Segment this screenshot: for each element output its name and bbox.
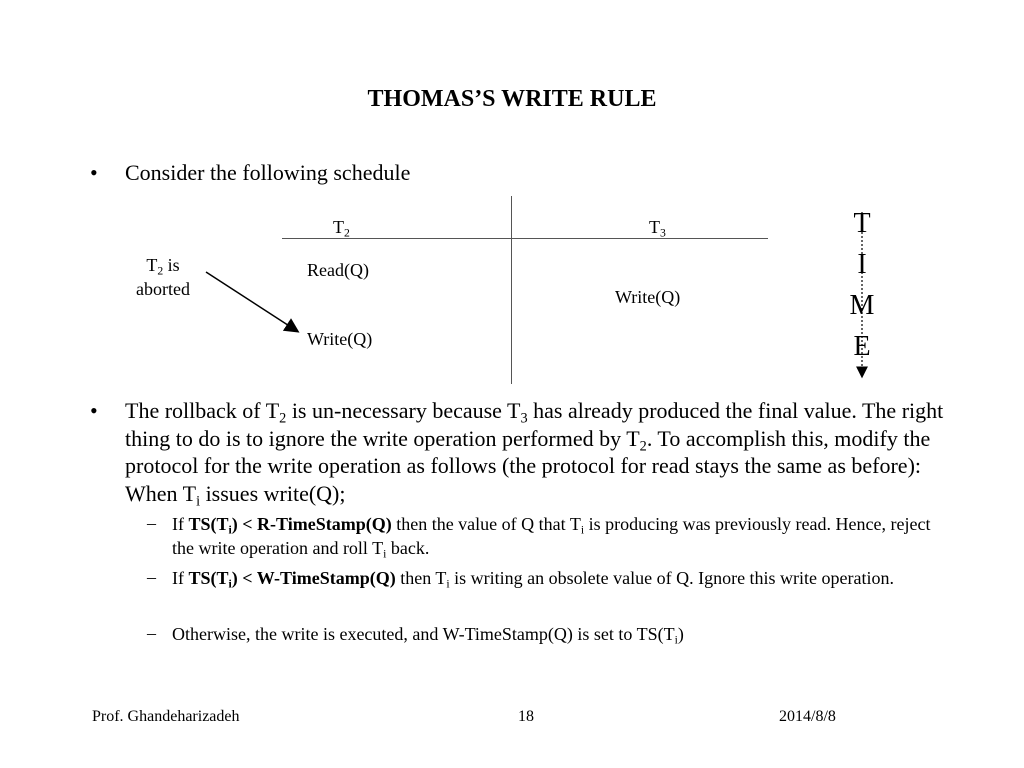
bullet-marker: •	[90, 160, 98, 185]
sub-bullet-marker: –	[147, 567, 156, 587]
bullet-consider-schedule: Consider the following schedule	[125, 160, 411, 185]
t2-read-op: Read(Q)	[307, 260, 369, 280]
footer-page-number: 18	[518, 708, 534, 725]
footer-author: Prof. Ghandeharizadeh	[92, 708, 240, 725]
sub-bullet-marker: –	[147, 623, 156, 643]
sub-bullet-w-timestamp: If $TS(T_i)$ < W-TimeStamp(Q) then $T_i$ is writing an obsolete value of Q. Ignore this write operation.	[172, 568, 895, 591]
schedule-header-t2: $T_2$	[333, 217, 350, 240]
time-letter-m: M	[849, 290, 875, 321]
sub-bullet-marker: –	[147, 513, 156, 533]
sub-bullet-r-timestamp: If $TS(T_i)$ < R-TimeStamp(Q) then the value of Q that $T_i$ is producing was previously read. Hence, reject the write operation and roll $T_i$ back.	[172, 514, 931, 561]
time-letter-i: I	[857, 249, 867, 280]
sub-bullet-otherwise: Otherwise, the write is executed, and W-TimeStamp(Q) is set to $TS(T_i)$	[172, 624, 684, 647]
abort-arrow	[206, 272, 297, 331]
bullet-marker: •	[90, 398, 98, 423]
t3-write-op: Write(Q)	[615, 287, 681, 307]
schedule-header-t3: $T_3$	[649, 217, 666, 240]
time-letter-e: E	[853, 331, 871, 362]
time-letter-t: T	[853, 208, 871, 239]
t2-aborted-note: $T_2$ is aborted	[136, 255, 190, 299]
t2-write-op: Write(Q)	[307, 329, 373, 349]
bullet-rollback-explanation: The rollback of $T_2$ is un-necessary because $T_3$ has already produced the final value. The right thing to do is to ignore the write operation performed by $T_2$. To accomplish this, modify the protocol for the write operation as follows (the protocol for read stays the same as before): When $T_i$ issues write(Q);	[125, 398, 944, 509]
footer-date: 2014/8/8	[779, 708, 836, 725]
slide-title: THOMAS’S WRITE RULE	[367, 86, 657, 112]
